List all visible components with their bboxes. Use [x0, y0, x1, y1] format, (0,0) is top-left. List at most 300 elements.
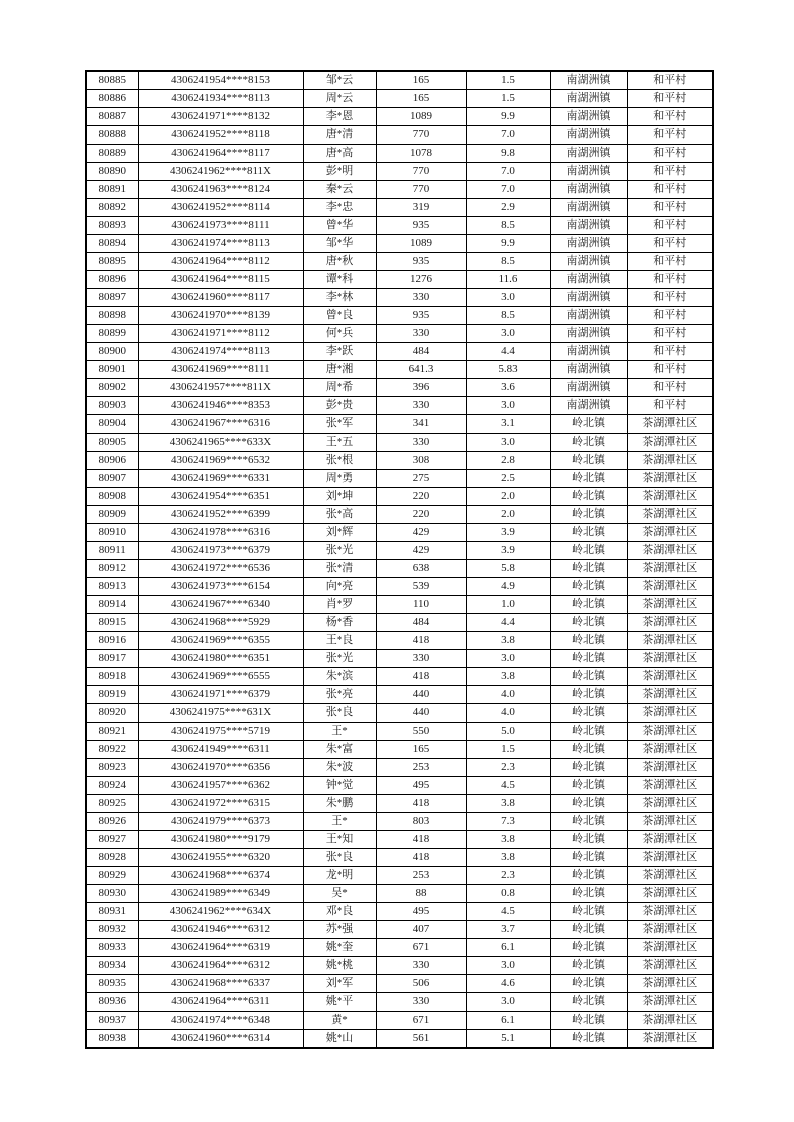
cell-seq: 80937 [86, 1011, 138, 1029]
table-row [86, 812, 713, 830]
cell-town: 南湖洲镇 [550, 270, 627, 288]
cell-id: 4306241952****6399 [138, 505, 303, 523]
cell-village: 茶湖潭社区 [627, 885, 713, 903]
cell-amount: 418 [376, 668, 466, 686]
cell-town: 岭北镇 [550, 596, 627, 614]
cell-seq: 80895 [86, 252, 138, 270]
cell-amount: 396 [376, 379, 466, 397]
cell-amount: 330 [376, 993, 466, 1011]
cell-id: 4306241989****6349 [138, 885, 303, 903]
cell-seq: 80917 [86, 650, 138, 668]
table-row [86, 722, 713, 740]
cell-area: 2.0 [466, 505, 550, 523]
cell-seq: 80893 [86, 216, 138, 234]
cell-amount: 110 [376, 596, 466, 614]
cell-amount: 1089 [376, 108, 466, 126]
cell-village: 茶湖潭社区 [627, 469, 713, 487]
cell-village: 茶湖潭社区 [627, 704, 713, 722]
cell-amount: 1089 [376, 234, 466, 252]
cell-seq: 80925 [86, 794, 138, 812]
table-row [86, 487, 713, 505]
cell-village: 茶湖潭社区 [627, 776, 713, 794]
table-row [86, 939, 713, 957]
cell-name: 朱*波 [303, 758, 376, 776]
cell-amount: 165 [376, 90, 466, 108]
cell-seq: 80923 [86, 758, 138, 776]
cell-town: 岭北镇 [550, 541, 627, 559]
cell-village: 茶湖潭社区 [627, 794, 713, 812]
cell-name: 何*兵 [303, 325, 376, 343]
cell-id: 4306241964****6319 [138, 939, 303, 957]
cell-village: 茶湖潭社区 [627, 903, 713, 921]
cell-amount: 1078 [376, 144, 466, 162]
table-row [86, 451, 713, 469]
table-row [86, 1029, 713, 1048]
cell-id: 4306241973****6154 [138, 578, 303, 596]
cell-area: 5.0 [466, 722, 550, 740]
cell-name: 邹*云 [303, 71, 376, 90]
cell-seq: 80885 [86, 71, 138, 90]
cell-id: 4306241957****811X [138, 379, 303, 397]
cell-id: 4306241969****6555 [138, 668, 303, 686]
cell-area: 4.5 [466, 776, 550, 794]
cell-amount: 418 [376, 830, 466, 848]
cell-id: 4306241954****8153 [138, 71, 303, 90]
cell-town: 岭北镇 [550, 578, 627, 596]
cell-name: 张*光 [303, 541, 376, 559]
cell-town: 岭北镇 [550, 469, 627, 487]
cell-village: 和平村 [627, 397, 713, 415]
table-row [86, 921, 713, 939]
cell-amount: 330 [376, 325, 466, 343]
cell-area: 7.0 [466, 180, 550, 198]
cell-seq: 80889 [86, 144, 138, 162]
table-row [86, 758, 713, 776]
table-row [86, 867, 713, 885]
cell-id: 4306241964****6311 [138, 993, 303, 1011]
cell-amount: 330 [376, 289, 466, 307]
cell-name: 唐*高 [303, 144, 376, 162]
cell-amount: 429 [376, 541, 466, 559]
cell-seq: 80924 [86, 776, 138, 794]
cell-id: 4306241964****8112 [138, 252, 303, 270]
cell-seq: 80897 [86, 289, 138, 307]
cell-name: 刘*坤 [303, 487, 376, 505]
cell-village: 和平村 [627, 71, 713, 90]
table-row [86, 578, 713, 596]
cell-id: 4306241971****6379 [138, 686, 303, 704]
cell-area: 3.8 [466, 632, 550, 650]
cell-id: 4306241963****8124 [138, 180, 303, 198]
cell-id: 4306241967****6340 [138, 596, 303, 614]
cell-id: 4306241964****6312 [138, 957, 303, 975]
cell-village: 和平村 [627, 162, 713, 180]
cell-amount: 330 [376, 433, 466, 451]
table-row [86, 559, 713, 577]
cell-town: 岭北镇 [550, 776, 627, 794]
cell-name: 邓*良 [303, 903, 376, 921]
cell-name: 肖*罗 [303, 596, 376, 614]
cell-amount: 671 [376, 939, 466, 957]
cell-name: 龙*明 [303, 867, 376, 885]
cell-area: 2.9 [466, 198, 550, 216]
cell-amount: 935 [376, 307, 466, 325]
cell-id: 4306241934****8113 [138, 90, 303, 108]
cell-area: 4.9 [466, 578, 550, 596]
cell-id: 4306241949****6311 [138, 740, 303, 758]
cell-town: 南湖洲镇 [550, 198, 627, 216]
cell-amount: 770 [376, 126, 466, 144]
table-row [86, 903, 713, 921]
cell-area: 3.8 [466, 830, 550, 848]
cell-name: 周*勇 [303, 469, 376, 487]
cell-id: 4306241954****6351 [138, 487, 303, 505]
cell-seq: 80898 [86, 307, 138, 325]
cell-town: 南湖洲镇 [550, 343, 627, 361]
cell-town: 岭北镇 [550, 885, 627, 903]
cell-town: 南湖洲镇 [550, 307, 627, 325]
table-row [86, 686, 713, 704]
cell-town: 岭北镇 [550, 614, 627, 632]
cell-town: 岭北镇 [550, 830, 627, 848]
cell-area: 4.4 [466, 343, 550, 361]
cell-village: 茶湖潭社区 [627, 614, 713, 632]
table-row [86, 650, 713, 668]
cell-id: 4306241970****6356 [138, 758, 303, 776]
cell-id: 4306241960****8117 [138, 289, 303, 307]
cell-id: 4306241973****6379 [138, 541, 303, 559]
cell-area: 5.8 [466, 559, 550, 577]
table-row [86, 541, 713, 559]
cell-id: 4306241972****6536 [138, 559, 303, 577]
cell-village: 和平村 [627, 343, 713, 361]
cell-amount: 561 [376, 1029, 466, 1048]
table-row [86, 144, 713, 162]
cell-name: 苏*强 [303, 921, 376, 939]
cell-area: 3.0 [466, 650, 550, 668]
cell-seq: 80930 [86, 885, 138, 903]
cell-village: 茶湖潭社区 [627, 722, 713, 740]
table-row [86, 433, 713, 451]
table-row [86, 108, 713, 126]
cell-amount: 429 [376, 523, 466, 541]
cell-amount: 803 [376, 812, 466, 830]
cell-id: 4306241969****6331 [138, 469, 303, 487]
cell-name: 吴* [303, 885, 376, 903]
cell-name: 周*希 [303, 379, 376, 397]
table-row [86, 776, 713, 794]
cell-area: 4.5 [466, 903, 550, 921]
cell-seq: 80927 [86, 830, 138, 848]
cell-village: 和平村 [627, 361, 713, 379]
cell-id: 4306241969****6532 [138, 451, 303, 469]
cell-name: 姚*桃 [303, 957, 376, 975]
cell-town: 南湖洲镇 [550, 216, 627, 234]
cell-area: 6.1 [466, 1011, 550, 1029]
cell-area: 3.8 [466, 794, 550, 812]
cell-id: 4306241978****6316 [138, 523, 303, 541]
table-row [86, 993, 713, 1011]
cell-seq: 80886 [86, 90, 138, 108]
cell-name: 曾*华 [303, 216, 376, 234]
cell-amount: 275 [376, 469, 466, 487]
cell-amount: 935 [376, 252, 466, 270]
cell-town: 岭北镇 [550, 523, 627, 541]
cell-name: 朱*鹏 [303, 794, 376, 812]
table-body [86, 71, 713, 1048]
cell-area: 3.0 [466, 957, 550, 975]
cell-amount: 770 [376, 162, 466, 180]
cell-id: 4306241957****6362 [138, 776, 303, 794]
cell-village: 茶湖潭社区 [627, 1011, 713, 1029]
cell-seq: 80887 [86, 108, 138, 126]
cell-town: 岭北镇 [550, 451, 627, 469]
cell-name: 张*良 [303, 848, 376, 866]
cell-id: 4306241964****8117 [138, 144, 303, 162]
cell-id: 4306241974****6348 [138, 1011, 303, 1029]
cell-area: 9.9 [466, 108, 550, 126]
cell-seq: 80912 [86, 559, 138, 577]
cell-id: 4306241971****8132 [138, 108, 303, 126]
cell-name: 朱*富 [303, 740, 376, 758]
cell-seq: 80920 [86, 704, 138, 722]
table-row [86, 180, 713, 198]
cell-area: 1.5 [466, 90, 550, 108]
cell-seq: 80921 [86, 722, 138, 740]
cell-town: 岭北镇 [550, 686, 627, 704]
cell-town: 岭北镇 [550, 903, 627, 921]
table-row [86, 668, 713, 686]
cell-area: 3.9 [466, 541, 550, 559]
cell-seq: 80901 [86, 361, 138, 379]
table-row [86, 379, 713, 397]
cell-village: 茶湖潭社区 [627, 740, 713, 758]
cell-name: 李*忠 [303, 198, 376, 216]
cell-town: 岭北镇 [550, 812, 627, 830]
table-row [86, 596, 713, 614]
cell-id: 4306241974****8113 [138, 343, 303, 361]
cell-area: 3.6 [466, 379, 550, 397]
cell-town: 岭北镇 [550, 993, 627, 1011]
cell-amount: 440 [376, 686, 466, 704]
cell-name: 王*知 [303, 830, 376, 848]
cell-area: 3.0 [466, 325, 550, 343]
cell-area: 2.5 [466, 469, 550, 487]
cell-village: 茶湖潭社区 [627, 650, 713, 668]
cell-town: 岭北镇 [550, 559, 627, 577]
cell-id: 4306241980****6351 [138, 650, 303, 668]
cell-town: 岭北镇 [550, 758, 627, 776]
cell-village: 和平村 [627, 198, 713, 216]
cell-name: 张*光 [303, 650, 376, 668]
cell-village: 茶湖潭社区 [627, 433, 713, 451]
cell-seq: 80936 [86, 993, 138, 1011]
beneficiary-table [85, 70, 714, 1049]
cell-seq: 80931 [86, 903, 138, 921]
cell-seq: 80933 [86, 939, 138, 957]
cell-amount: 220 [376, 487, 466, 505]
cell-area: 11.6 [466, 270, 550, 288]
cell-area: 3.0 [466, 433, 550, 451]
table-row [86, 505, 713, 523]
cell-area: 9.9 [466, 234, 550, 252]
cell-village: 茶湖潭社区 [627, 668, 713, 686]
cell-area: 8.5 [466, 252, 550, 270]
table-row [86, 523, 713, 541]
cell-area: 3.0 [466, 993, 550, 1011]
cell-name: 唐*秋 [303, 252, 376, 270]
cell-seq: 80911 [86, 541, 138, 559]
cell-village: 茶湖潭社区 [627, 939, 713, 957]
cell-seq: 80935 [86, 975, 138, 993]
cell-id: 4306241964****8115 [138, 270, 303, 288]
cell-town: 南湖洲镇 [550, 325, 627, 343]
cell-name: 周*云 [303, 90, 376, 108]
cell-amount: 495 [376, 903, 466, 921]
table-row [86, 216, 713, 234]
cell-town: 南湖洲镇 [550, 379, 627, 397]
cell-seq: 80929 [86, 867, 138, 885]
cell-id: 4306241969****8111 [138, 361, 303, 379]
cell-area: 4.4 [466, 614, 550, 632]
table-row [86, 270, 713, 288]
table-row [86, 198, 713, 216]
cell-id: 4306241975****5719 [138, 722, 303, 740]
cell-seq: 80928 [86, 848, 138, 866]
cell-seq: 80904 [86, 415, 138, 433]
cell-seq: 80896 [86, 270, 138, 288]
cell-area: 9.8 [466, 144, 550, 162]
cell-town: 南湖洲镇 [550, 108, 627, 126]
cell-village: 茶湖潭社区 [627, 1029, 713, 1048]
table-row [86, 397, 713, 415]
cell-name: 刘*军 [303, 975, 376, 993]
cell-name: 张*良 [303, 704, 376, 722]
cell-village: 茶湖潭社区 [627, 993, 713, 1011]
cell-id: 4306241975****631X [138, 704, 303, 722]
cell-seq: 80903 [86, 397, 138, 415]
cell-name: 钟*觉 [303, 776, 376, 794]
cell-area: 2.3 [466, 867, 550, 885]
cell-seq: 80938 [86, 1029, 138, 1048]
cell-amount: 550 [376, 722, 466, 740]
cell-village: 茶湖潭社区 [627, 975, 713, 993]
cell-name: 王*五 [303, 433, 376, 451]
cell-area: 0.8 [466, 885, 550, 903]
cell-id: 4306241972****6315 [138, 794, 303, 812]
cell-town: 岭北镇 [550, 848, 627, 866]
cell-village: 和平村 [627, 90, 713, 108]
cell-town: 岭北镇 [550, 794, 627, 812]
cell-seq: 80899 [86, 325, 138, 343]
cell-seq: 80919 [86, 686, 138, 704]
cell-town: 南湖洲镇 [550, 90, 627, 108]
cell-town: 南湖洲镇 [550, 71, 627, 90]
cell-area: 2.3 [466, 758, 550, 776]
cell-name: 秦*云 [303, 180, 376, 198]
cell-town: 南湖洲镇 [550, 162, 627, 180]
cell-seq: 80894 [86, 234, 138, 252]
cell-town: 南湖洲镇 [550, 289, 627, 307]
cell-town: 岭北镇 [550, 632, 627, 650]
cell-town: 岭北镇 [550, 867, 627, 885]
cell-village: 茶湖潭社区 [627, 812, 713, 830]
cell-amount: 308 [376, 451, 466, 469]
cell-id: 4306241971****8112 [138, 325, 303, 343]
cell-id: 4306241952****8118 [138, 126, 303, 144]
cell-area: 4.0 [466, 686, 550, 704]
cell-area: 1.0 [466, 596, 550, 614]
table-row [86, 289, 713, 307]
cell-village: 茶湖潭社区 [627, 632, 713, 650]
table-row [86, 415, 713, 433]
cell-amount: 1276 [376, 270, 466, 288]
cell-amount: 484 [376, 614, 466, 632]
cell-id: 4306241967****6316 [138, 415, 303, 433]
cell-town: 南湖洲镇 [550, 144, 627, 162]
cell-name: 王*良 [303, 632, 376, 650]
cell-amount: 440 [376, 704, 466, 722]
cell-amount: 638 [376, 559, 466, 577]
cell-area: 2.0 [466, 487, 550, 505]
cell-id: 4306241969****6355 [138, 632, 303, 650]
cell-id: 4306241955****6320 [138, 848, 303, 866]
cell-name: 李*恩 [303, 108, 376, 126]
cell-seq: 80906 [86, 451, 138, 469]
cell-name: 曾*良 [303, 307, 376, 325]
cell-village: 和平村 [627, 234, 713, 252]
cell-seq: 80934 [86, 957, 138, 975]
cell-name: 李*林 [303, 289, 376, 307]
cell-village: 茶湖潭社区 [627, 523, 713, 541]
cell-seq: 80915 [86, 614, 138, 632]
cell-village: 和平村 [627, 108, 713, 126]
cell-seq: 80932 [86, 921, 138, 939]
cell-seq: 80926 [86, 812, 138, 830]
cell-village: 和平村 [627, 379, 713, 397]
cell-id: 4306241962****634X [138, 903, 303, 921]
cell-village: 茶湖潭社区 [627, 415, 713, 433]
cell-village: 茶湖潭社区 [627, 505, 713, 523]
table-row [86, 848, 713, 866]
cell-amount: 539 [376, 578, 466, 596]
table-row [86, 162, 713, 180]
cell-seq: 80918 [86, 668, 138, 686]
cell-amount: 418 [376, 848, 466, 866]
cell-amount: 506 [376, 975, 466, 993]
table-row [86, 307, 713, 325]
cell-area: 5.1 [466, 1029, 550, 1048]
table-row [86, 632, 713, 650]
cell-name: 彭*贵 [303, 397, 376, 415]
cell-village: 茶湖潭社区 [627, 578, 713, 596]
cell-area: 1.5 [466, 71, 550, 90]
table-row [86, 704, 713, 722]
table-row [86, 830, 713, 848]
cell-area: 8.5 [466, 307, 550, 325]
table-row [86, 957, 713, 975]
cell-town: 岭北镇 [550, 957, 627, 975]
cell-name: 张*军 [303, 415, 376, 433]
cell-town: 岭北镇 [550, 921, 627, 939]
cell-name: 杨*香 [303, 614, 376, 632]
cell-village: 和平村 [627, 307, 713, 325]
cell-village: 和平村 [627, 252, 713, 270]
cell-amount: 770 [376, 180, 466, 198]
cell-amount: 253 [376, 758, 466, 776]
table-row [86, 975, 713, 993]
table-row [86, 71, 713, 90]
